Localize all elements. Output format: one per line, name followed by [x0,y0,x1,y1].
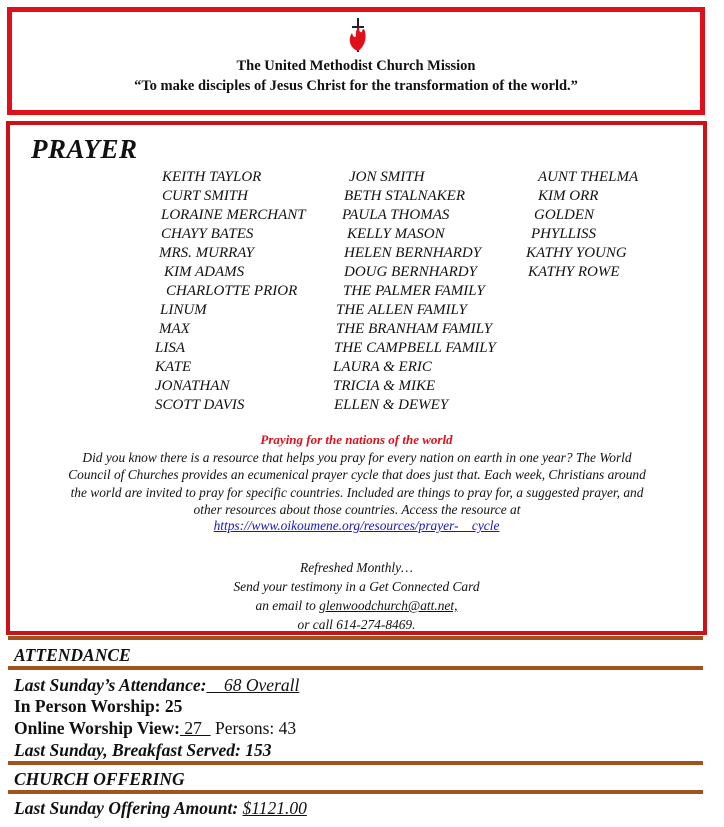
prayer-name: LORAINE MERCHANT [161,207,306,223]
nations-line: other resources about those countries. Access the resource at [193,502,521,518]
online-label: Online Worship View: [14,718,180,738]
mission-box [7,7,705,115]
nations-heading: Praying for the nations of the world [260,432,453,447]
testimony-block [10,558,703,634]
attendance-heading: ATTENDANCE [14,645,131,665]
prayer-heading: PRAYER [31,134,138,164]
nations-description [24,449,690,519]
section-divider [8,761,703,765]
in-person-worship [14,696,182,717]
prayer-cycle-link[interactable]: https://www.oikoumene.org/resources/prayer- cycle [213,518,500,533]
nations-line: Council of Churches provides an ecumenical prayer cycle that does just that. Each week, Christians around [68,467,646,483]
offering-value: $1121.00 [242,798,307,818]
nations-line: Did you know there is a resource that helps you pray for every nation on earth in one year? The World [82,450,632,465]
in-person-label: In Person Worship: [14,696,165,716]
breakfast-value: 153 [245,740,272,760]
prayer-name: MAX [159,321,190,337]
testimony-note: Send your testimony in a Get Connected Card [233,579,480,594]
section-divider [8,666,703,670]
persons-label: Persons: [210,718,279,738]
mission-quote: “To make disciples of Jesus Christ for the transformation of the world.” [134,78,578,94]
prayer-name: MRS. MURRAY [159,245,254,261]
persons-value: 43 [278,718,297,738]
offering-label: Last Sunday Offering Amount: [14,798,243,818]
prayer-name: KIM ADAMS [164,264,245,280]
prayer-name: HELEN BERNHARDY [344,245,482,261]
prayer-name: KELLY MASON [347,226,445,242]
prayer-name: BETH STALNAKER [344,188,465,204]
prayer-name: KIM ORR [538,188,599,204]
email-link[interactable]: glenwoodchurch@att.net, [319,598,458,613]
section-divider [8,636,703,640]
prayer-name: AUNT THELMA [538,169,639,185]
prayer-name: PAULA THOMAS [342,207,450,223]
mission-title: The United Methodist Church Mission [236,58,476,74]
prayer-name: KATHY YOUNG [526,245,627,261]
prayer-name: CURT SMITH [162,188,248,204]
refreshed-note: Refreshed Monthly… [300,560,413,575]
prayer-name: JON SMITH [349,169,425,185]
breakfast-served [14,740,271,761]
prayer-name: LINUM [160,302,207,318]
prayer-name: PHYLLISS [531,226,597,242]
prayer-name: KATE [155,359,192,375]
cross-and-flame-icon [346,18,370,52]
prayer-name: TRICIA & MIKE [333,378,436,394]
breakfast-label: Last Sunday, Breakfast Served: [14,740,246,760]
prayer-box [6,121,707,635]
email-prefix: an email to [255,598,320,613]
email-line [10,596,703,615]
online-worship [14,718,296,739]
offering-heading: CHURCH OFFERING [14,769,185,789]
prayer-name: THE BRANHAM FAMILY [336,321,493,337]
prayer-name: THE ALLEN FAMILY [336,302,467,318]
prayer-name: CHARLOTTE PRIOR [166,283,298,299]
prayer-name: LAURA & ERIC [333,359,432,375]
prayer-name: DOUG BERNHARDY [344,264,477,280]
prayer-name: THE CAMPBELL FAMILY [334,340,496,356]
prayer-name: JONATHAN [155,378,230,394]
prayer-name: GOLDEN [534,207,595,223]
phone-line: or call 614-274-8469. [297,617,416,632]
nations-line: the world are invited to pray for specific countries. Included are things to pray for, a suggested prayer, and [70,484,644,500]
section-divider [8,790,703,794]
prayer-name: KATHY ROWE [528,264,620,280]
offering-amount [14,798,307,819]
last-sunday-label: Last Sunday’s Attendance: [14,675,207,695]
in-person-value: 25 [164,696,183,716]
last-sunday-attendance [14,675,299,696]
prayer-name: CHAYY BATES [161,226,254,242]
prayer-name: ELLEN & DEWEY [334,397,449,413]
prayer-name: THE PALMER FAMILY [343,283,485,299]
last-sunday-value: 68 Overall [206,675,300,695]
prayer-name: LISA [155,340,185,356]
prayer-name: SCOTT DAVIS [155,397,245,413]
prayer-name: KEITH TAYLOR [162,169,262,185]
online-value: 27 [179,718,211,738]
